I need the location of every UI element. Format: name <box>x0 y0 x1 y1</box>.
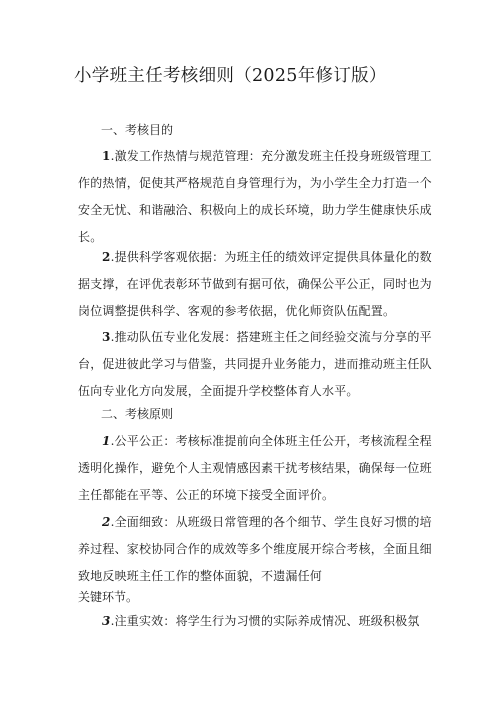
item-lead: .提供科学客观依据： <box>110 250 225 264</box>
section-heading-principles: 二、考核原则 <box>101 407 174 421</box>
item-number: 3 <box>102 614 111 628</box>
item-lead: .注重实效： <box>110 614 176 628</box>
paragraph-purpose-1 <box>78 143 438 251</box>
paragraph-principle-1 <box>78 428 438 509</box>
item-number: 2 <box>102 250 111 264</box>
item-number: 2 <box>102 515 111 529</box>
item-body: 将学生行为习惯的实际养成情况、班级积极氛 <box>175 614 420 628</box>
paragraph-purpose-3 <box>78 324 438 405</box>
item-number: 1 <box>102 149 111 163</box>
paragraph-tail: 关键环节。 <box>78 590 139 604</box>
item-body: 充分激发班主任投身班级管理工作的热情，促使其严格规范自身管理行为，为小学生全力打造一个安全无忧、和谐融洽、积极向上的成长环境，助力学生健康快乐成长。 <box>78 149 432 244</box>
paragraph-principle-3 <box>78 608 438 635</box>
item-body: 为班主任的绩效评定提供具体量化的数据支撑，在评优表彰环节做到有据可依，确保公平公正，同时也为岗位调整提供科学、客观的参考依据，优化师资队伍配置。 <box>78 250 432 318</box>
item-lead: .推动队伍专业化发展： <box>110 330 237 344</box>
item-lead: .激发工作热情与规范管理： <box>110 149 261 163</box>
paragraph-principle-2 <box>78 509 438 590</box>
item-body: 从班级日常管理的各个细节、学生良好习惯的培养过程、家校协同合作的成效等多个维度展开综合考核，全面且细致地反映班主任工作的整体面貌，不遗漏任何 <box>78 515 432 583</box>
item-number: 3 <box>102 330 111 344</box>
section-heading-purpose: 一、考核目的 <box>101 123 174 137</box>
document-title: 小学班主任考核细则（2025年修订版） <box>74 66 387 86</box>
item-number: 1 <box>102 434 111 448</box>
item-body: 考核标准提前向全体班主任公开，考核流程全程透明化操作，避免个人主观情感因素干扰考核结果，确保每一位班主任都能在平等、公正的环境下接受全面评价。 <box>78 434 432 502</box>
item-lead: .全面细致： <box>110 515 176 529</box>
item-lead: .公平公正： <box>110 434 176 448</box>
paragraph-purpose-2 <box>78 244 438 325</box>
item-body: 搭建班主任之间经验交流与分享的平台，促进彼此学习与借鉴，共同提升业务能力，进而推动班主任队伍向专业化方向发展，全面提升学校整体育人水平。 <box>78 330 432 398</box>
